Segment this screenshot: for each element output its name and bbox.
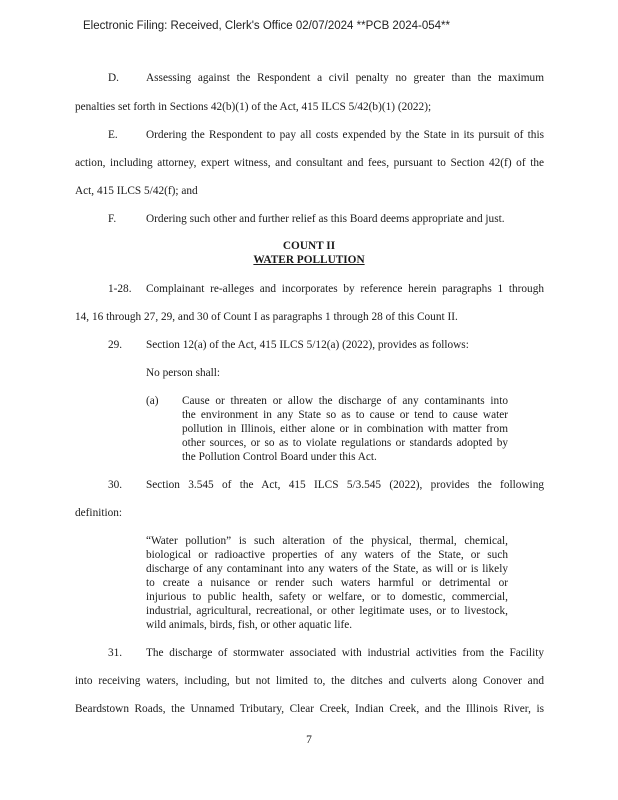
para-30-quote-line-3: discharge of any contaminant into any waters of the State, as will or is likely <box>146 563 508 575</box>
para-29-quote-line-3: pollution in Illinois, either alone or in combination with matter from <box>182 423 508 435</box>
para-29-intro: No person shall: <box>146 367 221 379</box>
para-30-line-2: definition: <box>75 507 123 519</box>
para-29-label: 29. <box>108 339 123 351</box>
item-d-line-1: Assessing against the Respondent a civil penalty no greater than the maximum <box>146 72 544 84</box>
para-31-line-3: Beardstown Roads, the Unnamed Tributary, Clear Creek, Indian Creek, and the Illinois River, is <box>75 703 544 715</box>
para-29-sub-label: (a) <box>146 395 159 407</box>
para-30-quote-line-1: “Water pollution” is such alteration of the physical, thermal, chemical, <box>146 535 508 547</box>
para-29-quote-line-2: the environment in any State so as to cause or tend to cause water <box>182 409 508 421</box>
item-f-label: F. <box>108 213 117 225</box>
para-29-quote-line-5: the Pollution Control Board under this Act. <box>182 451 377 463</box>
count-subtitle: WATER POLLUTION <box>253 254 365 266</box>
item-d-line-2: penalties set forth in Sections 42(b)(1) of the Act, 415 ILCS 5/42(b)(1) (2022); <box>75 101 432 113</box>
para-30-quote-line-5: injurious to public health, safety or welfare, or to domestic, commercial, <box>146 591 508 603</box>
para-31-line-1: The discharge of stormwater associated with industrial activities from the Facility <box>146 647 544 659</box>
para-30-label: 30. <box>108 479 123 491</box>
item-e-line-3: Act, 415 ILCS 5/42(f); and <box>75 185 198 197</box>
para-31-line-2: into receiving waters, including, but not limited to, the ditches and culverts along Conover and <box>75 675 544 687</box>
para-31-label: 31. <box>108 647 123 659</box>
para-1-28-line-2: 14, 16 through 27, 29, and 30 of Count I as paragraphs 1 through 28 of this Count II. <box>75 311 458 323</box>
item-d-label: D. <box>108 72 119 84</box>
filing-stamp-header: Electronic Filing: Received, Clerk's Office 02/07/2024 **PCB 2024-054** <box>83 20 450 32</box>
para-30-quote-line-2: biological or radioactive properties of any waters of the State, or such <box>146 549 508 561</box>
count-title: COUNT II <box>282 240 336 252</box>
para-30-line-1: Section 3.545 of the Act, 415 ILCS 5/3.545 (2022), provides the following <box>146 479 544 491</box>
item-e-line-1: Ordering the Respondent to pay all costs expended by the State in its pursuit of this <box>146 129 544 141</box>
para-30-quote-line-4: to create a nuisance or render such waters harmful or detrimental or <box>146 577 508 589</box>
item-e-label: E. <box>108 129 118 141</box>
para-1-28-label: 1-28. <box>108 283 132 295</box>
para-1-28-line-1: Complainant re-alleges and incorporates by reference herein paragraphs 1 through <box>146 283 544 295</box>
para-29-quote-line-4: other sources, or so as to violate regulations or standards adopted by <box>182 437 508 449</box>
para-29-line-1: Section 12(a) of the Act, 415 ILCS 5/12(a) (2022), provides as follows: <box>146 339 469 351</box>
page-number: 7 <box>306 734 312 746</box>
para-30-quote-line-6: industrial, agricultural, recreational, or other legitimate uses, or to livestock, <box>146 605 508 617</box>
item-e-line-2: action, including attorney, expert witness, and consultant and fees, pursuant to Section 42(f) of the <box>75 157 544 169</box>
para-29-quote-line-1: Cause or threaten or allow the discharge of any contaminants into <box>182 395 508 407</box>
item-f-line-1: Ordering such other and further relief as this Board deems appropriate and just. <box>146 213 505 225</box>
para-30-quote-line-7: wild animals, birds, fish, or other aquatic life. <box>146 619 353 631</box>
